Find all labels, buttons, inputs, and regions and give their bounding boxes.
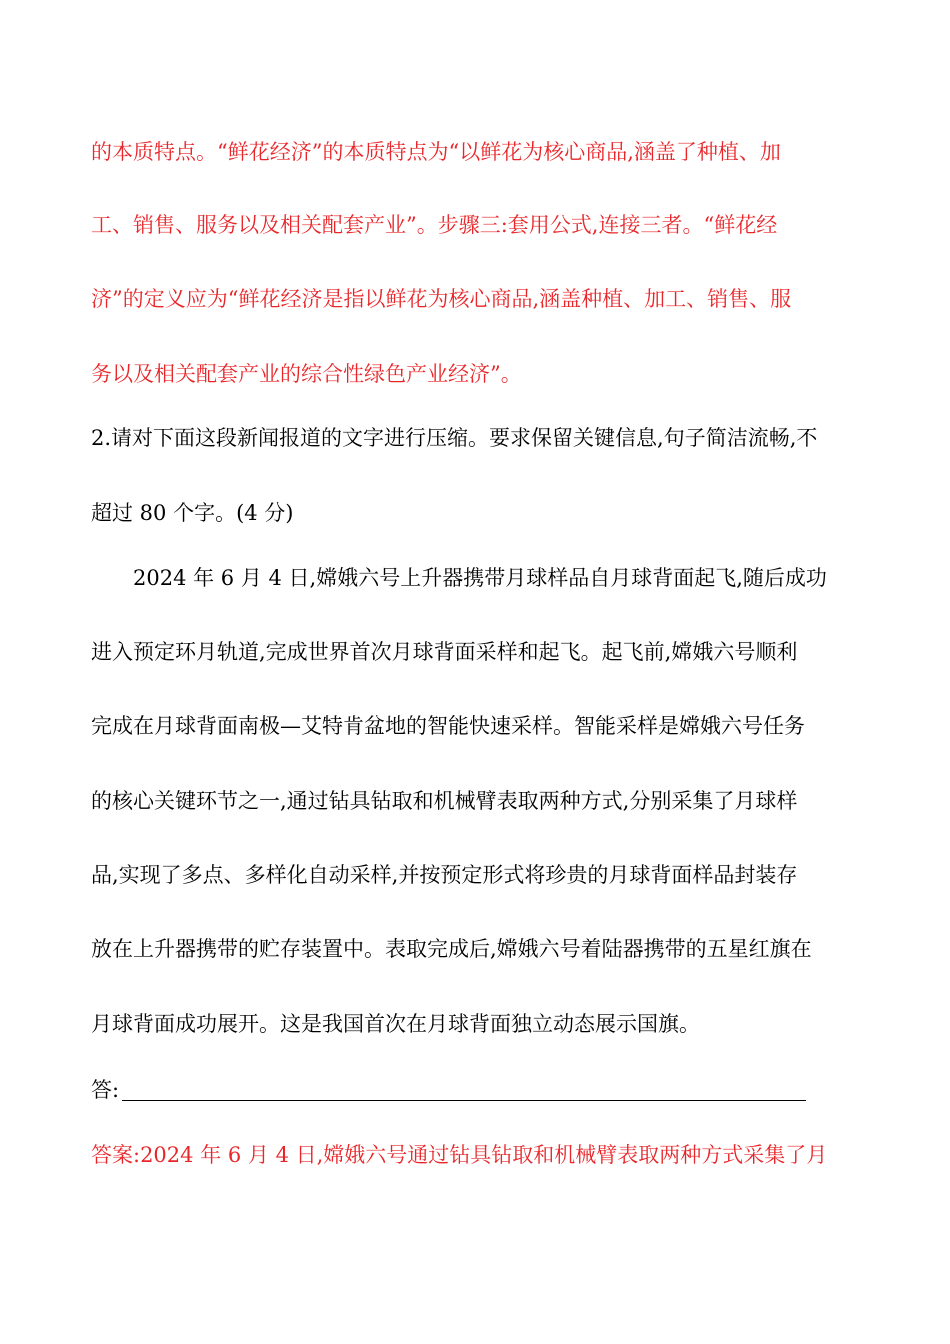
passage-line: 放在上升器携带的贮存装置中。表取完成后,嫦娥六号着陆器携带的五星红旗在 — [91, 937, 812, 961]
answer-blank-line[interactable] — [122, 1100, 806, 1101]
passage-line: 品,实现了多点、多样化自动采样,并按预定形式将珍贵的月球背面样品封装存 — [91, 863, 798, 887]
explanation-line: 工、销售、服务以及相关配套产业”。步骤三:套用公式,连接三者。“鲜花经 — [91, 213, 778, 237]
explanation-line: 务以及相关配套产业的综合性绿色产业经济”。 — [91, 362, 522, 386]
explanation-line: 的本质特点。“鲜花经济”的本质特点为“以鲜花为核心商品,涵盖了种植、加 — [91, 140, 781, 164]
passage-line: 进入预定环月轨道,完成世界首次月球背面采样和起飞。起飞前,嫦娥六号顺利 — [91, 640, 798, 664]
question-line: 超过 80 个字。(4 分) — [91, 501, 294, 525]
question-line: 2.请对下面这段新闻报道的文字进行压缩。要求保留关键信息,句子简洁流畅,不 — [91, 426, 818, 450]
passage-line: 的核心关键环节之一,通过钻具钻取和机械臂表取两种方式,分别采集了月球样 — [91, 789, 798, 813]
passage-line: 2024 年 6 月 4 日,嫦娥六号上升器携带月球样品自月球背面起飞,随后成功 — [133, 566, 827, 590]
passage-line: 月球背面成功展开。这是我国首次在月球背面独立动态展示国旗。 — [91, 1012, 700, 1036]
passage-line: 完成在月球背面南极—艾特肯盆地的智能快速采样。智能采样是嫦娥六号任务 — [91, 714, 805, 738]
answer-label: 答: — [91, 1078, 120, 1102]
answer-key: 答案:2024 年 6 月 4 日,嫦娥六号通过钻具钻取和机械臂表取两种方式采集了月 — [91, 1143, 828, 1167]
explanation-line: 济”的定义应为“鲜花经济是指以鲜花为核心商品,涵盖种植、加工、销售、服 — [91, 287, 792, 311]
